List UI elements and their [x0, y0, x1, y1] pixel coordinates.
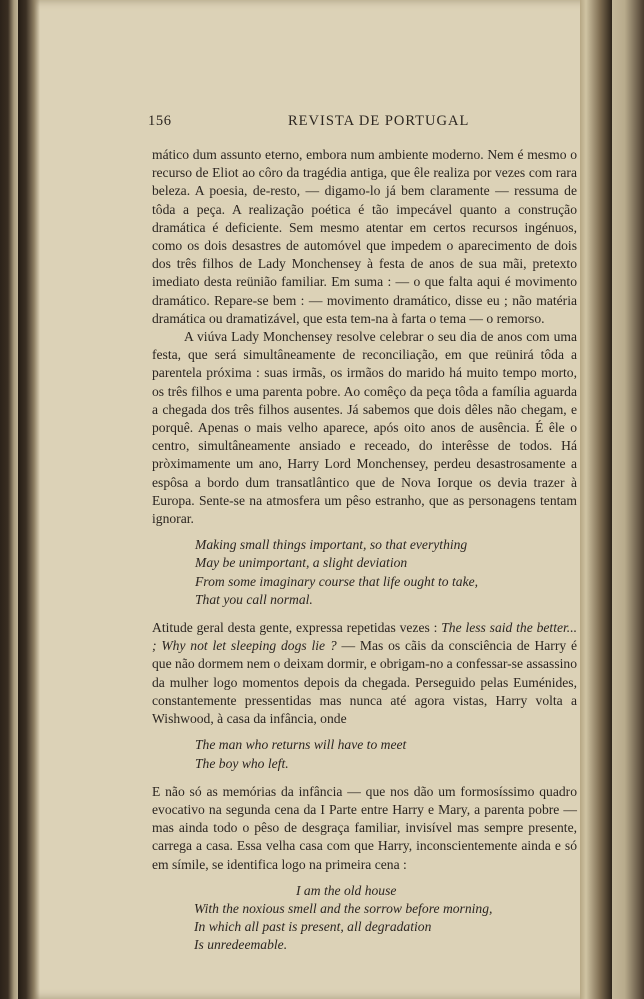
verse-line: I am the old house — [296, 882, 397, 898]
paragraph — [152, 619, 577, 728]
paragraph: A viúva Lady Monchensey resolve celebrar o seu dia de anos com uma festa, que será simultâneamente de reconciliação, em que reünirá tôda a parentela próxima : suas irmãs, os irmãos do marido há muito tempo morto, os três filhos e uma parenta pobre. Ao comêço da peça tôda a família aguarda a chegada dos três filhos ausentes. Já sabemos que dois dêles não chegam, e porquê. Apenas o mais velho aparece, após oito anos de ausência. É êle o centro, simultâneamente ansiado e receado, do interêsse de todos. Há pròximamente um ano, Harry Lord Monchensey, perdeu desastrosamente a espôsa a bordo dum transatlântico que de Nova Iorque os devia trazer à Europa. Sente-se na atmosfera um pêso estranho, que as personagens tentam ignorar. — [152, 329, 577, 527]
verse-line: In which all past is present, all degradation — [194, 919, 432, 935]
verse-line: Making small things important, so that everything — [195, 537, 468, 553]
verse-line: With the noxious smell and the sorrow before morning, — [194, 900, 493, 916]
running-title: REVISTA DE PORTUGAL — [288, 113, 470, 129]
paragraph-text: Atitude geral desta gente, expressa repetidas vezes : — [152, 620, 442, 636]
paper-page — [18, 0, 612, 999]
verse-line: From some imaginary course that life ought to take, — [195, 573, 479, 589]
inline-quote: The less said the better... ; Why not let sleeping dogs lie ? — [152, 620, 577, 654]
verse-quote — [195, 536, 577, 609]
article-body — [152, 146, 577, 965]
verse-quote — [194, 882, 577, 955]
binding-shadow — [18, 0, 40, 999]
verse-line: That you call normal. — [195, 591, 313, 607]
page-number: 156 — [148, 113, 172, 129]
page-header — [148, 113, 581, 133]
paragraph: mático dum assunto eterno, embora num ambiente moderno. Nem é mesmo o recurso de Eliot ao côro da tragédia antiga, que êle realiza por vezes com rara beleza. A poesia, de-resto, — digamo-lo já bem claramente — ressuma de tôda a peça. A realização poética é tão impecável quanto a construção dramática é deficiente. Sem mesmo atentar em certos recursos ingénuos, como os dois desastres de automóvel que impedem o aparecimento de dois dos três filhos de Lady Monchensey à festa de anos de sua mãi, pretexto imediato desta reünião familiar. Em suma : — o que falta aqui é movimento dramático. Repare-se bem : — movimento dramático, disse eu ; não matéria dramática ou dramatizável, que esta tem-na à farta o tema — o remorso. — [152, 147, 577, 326]
paragraph-text: — Mas os cãis da consciência de Harry é que não dormem nem o deixam dormir, e obrigam-no a confessar-se assassino da mulher logo momentos depois da chegada. Perseguido pelas Euménides, constantemente pressentidas mas nunca até agora vistas, Harry volta a Wishwood, à casa da infância, onde — [152, 638, 578, 727]
page-edge — [580, 0, 612, 999]
verse-line: The boy who left. — [195, 755, 289, 771]
verse-line: May be unimportant, a slight deviation — [195, 555, 408, 571]
paragraph: E não só as memórias da infância — que nos dão um formosíssimo quadro evocativo na segunda cena da I Parte entre Harry e Mary, a parenta pobre — mas ainda todo o pêso de desgraça familiar, invisível mas sempre presente, carrega a casa. Essa velha casa com que Harry, inconscientemente ainda e só em símile, se identifica logo na primeira cena : — [152, 783, 577, 872]
verse-quote — [195, 736, 577, 772]
verse-line: The man who returns will have to meet — [195, 737, 407, 753]
verse-line: Is unredeemable. — [194, 937, 288, 953]
